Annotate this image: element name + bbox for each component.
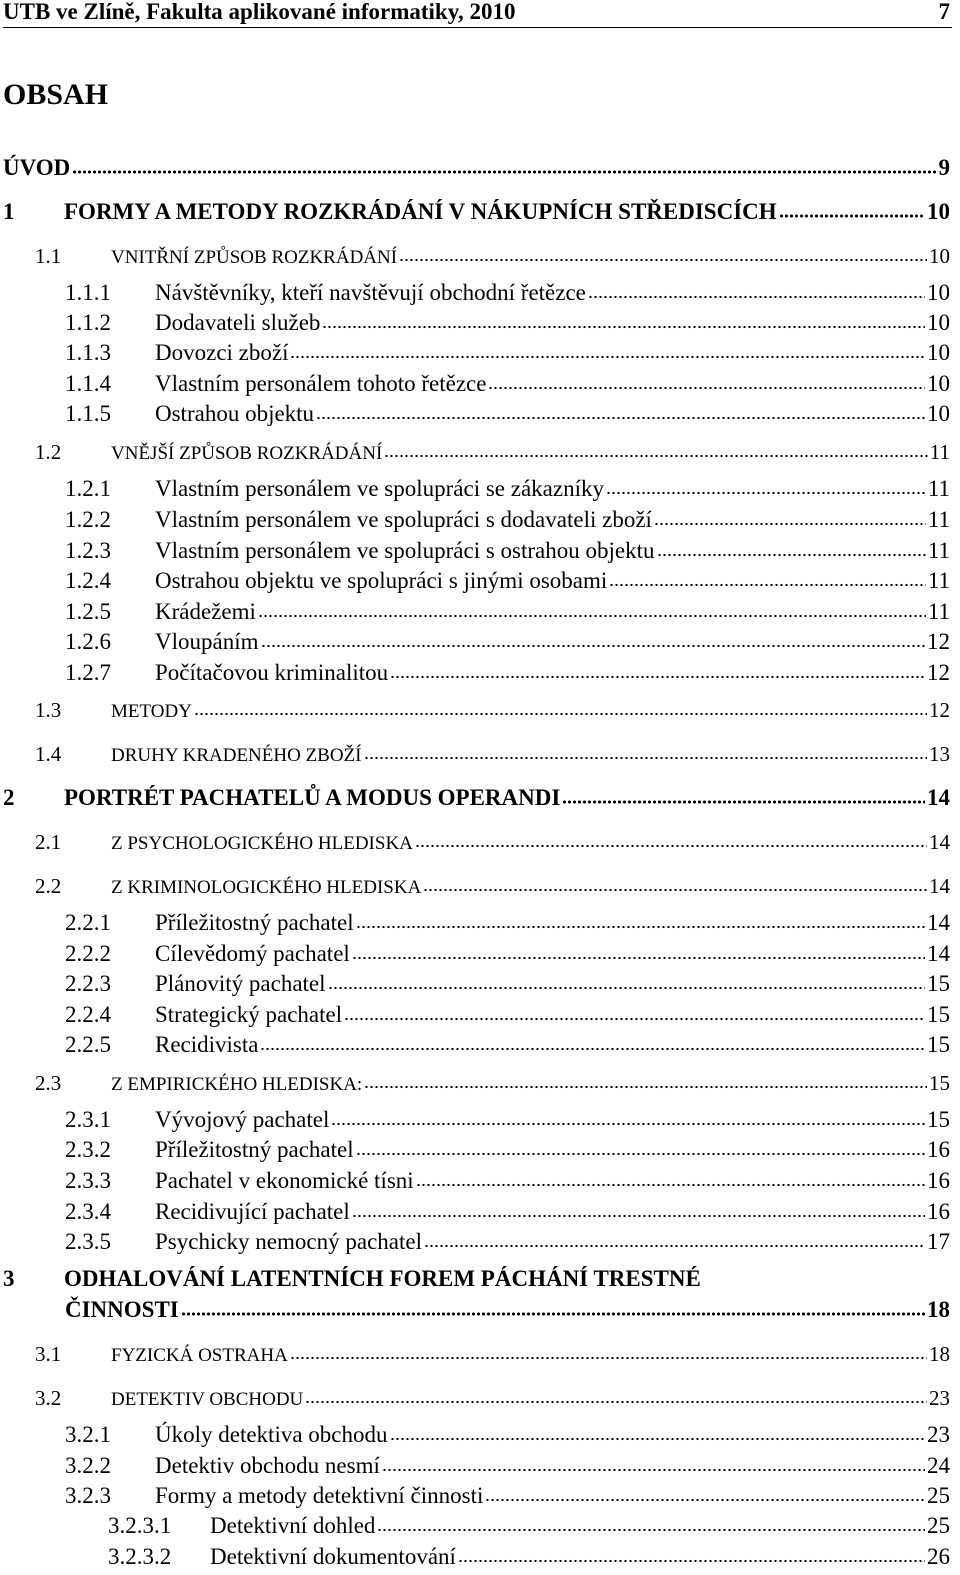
toc-entry-label: Z EMPIRICKÉHO HLEDISKA: bbox=[111, 1074, 363, 1095]
toc-entry-number: 1.1.5 bbox=[65, 401, 111, 426]
toc-entry-page: 25 bbox=[927, 1483, 950, 1508]
toc-entry-label: Vlastním personálem ve spolupráci s ostrahou objektu bbox=[155, 538, 655, 563]
dot-leader bbox=[657, 552, 926, 558]
toc-entry-page: 10 bbox=[927, 310, 950, 335]
toc-entry-3-2[interactable] bbox=[35, 1382, 950, 1414]
dot-leader bbox=[588, 294, 925, 300]
dot-leader bbox=[260, 1046, 925, 1052]
toc-entry-page: 17 bbox=[927, 1229, 950, 1254]
dot-leader bbox=[290, 1355, 927, 1361]
dot-leader bbox=[364, 755, 928, 761]
toc-entry-page: 26 bbox=[927, 1544, 950, 1569]
toc-entry-1-1-3[interactable] bbox=[65, 337, 950, 369]
toc-entry-page: 11 bbox=[929, 440, 950, 464]
dot-leader bbox=[485, 1497, 925, 1503]
dot-leader bbox=[606, 490, 926, 496]
toc-entry-number: 1.1.1 bbox=[65, 280, 111, 305]
toc-entry-3-2-2[interactable] bbox=[65, 1450, 950, 1482]
toc-entry-label: Vloupáním bbox=[155, 629, 259, 654]
toc-entry-label: Vlastním personálem tohoto řetězce bbox=[155, 371, 487, 396]
toc-entry-page: 18 bbox=[929, 1342, 950, 1366]
dot-leader bbox=[384, 453, 927, 459]
dot-leader bbox=[654, 521, 926, 527]
toc-entry-3-2-1[interactable] bbox=[65, 1419, 950, 1451]
toc-entry-number: 3.2 bbox=[35, 1386, 62, 1410]
toc-entry-page: 24 bbox=[927, 1453, 950, 1478]
dot-leader bbox=[364, 1084, 927, 1090]
toc-entry-label: Detektivní dohled bbox=[210, 1513, 376, 1538]
toc-entry-page: 11 bbox=[927, 599, 950, 624]
toc-entry-label: Formy a metody detektivní činnosti bbox=[155, 1483, 484, 1508]
dot-leader bbox=[399, 257, 927, 263]
toc-entry-1-2-5[interactable] bbox=[65, 596, 950, 628]
toc-entry-number: 3.2.2 bbox=[65, 1453, 111, 1478]
toc-entry-page: 23 bbox=[929, 1386, 950, 1410]
toc-entry-number: 1.1.4 bbox=[65, 371, 111, 396]
toc-entry-2[interactable] bbox=[3, 782, 950, 814]
dot-leader bbox=[415, 843, 927, 849]
dot-leader bbox=[261, 643, 926, 649]
toc-entry-number: 1 bbox=[3, 199, 15, 224]
toc-entry-number: 2.3.4 bbox=[65, 1199, 111, 1224]
toc-entry-page: 14 bbox=[927, 910, 950, 935]
toc-entry-page: 12 bbox=[927, 660, 950, 685]
toc-entry-page: 9 bbox=[938, 155, 950, 180]
toc-entry-vod[interactable] bbox=[3, 152, 950, 184]
toc-entry-label: VNITŘNÍ ZPŮSOB ROZKRÁDÁNÍ bbox=[111, 247, 398, 268]
toc-entry-number: 3.2.3.1 bbox=[108, 1513, 172, 1538]
toc-entry-label: METODY bbox=[111, 701, 192, 722]
toc-entry-label: Cílevědomý pachatel bbox=[155, 941, 350, 966]
toc-entry-number: 1.2.6 bbox=[65, 629, 111, 654]
dot-leader bbox=[609, 582, 926, 588]
toc-entry-1-1-1[interactable] bbox=[65, 277, 950, 309]
toc-entry-label: VNĚJŠÍ ZPŮSOB ROZKRÁDÁNÍ bbox=[111, 443, 383, 464]
dot-leader bbox=[423, 887, 927, 893]
toc-entry-number: 2.2.2 bbox=[65, 941, 111, 966]
toc-heading: OBSAH bbox=[3, 78, 109, 111]
toc-entry-number: 2.3.2 bbox=[65, 1137, 111, 1162]
toc-entry-number: 1.2.7 bbox=[65, 660, 111, 685]
dot-leader bbox=[328, 985, 925, 991]
dot-leader bbox=[181, 1311, 925, 1317]
toc-entry-page: 10 bbox=[927, 340, 950, 365]
toc-entry-3-continued[interactable] bbox=[65, 1294, 950, 1326]
toc-entry-page: 12 bbox=[929, 698, 950, 722]
toc-entry-2-3-1[interactable] bbox=[65, 1104, 950, 1136]
toc-entry-label: Návštěvníky, kteří navštěvují obchodní řetězce bbox=[155, 280, 586, 305]
dot-leader bbox=[316, 415, 925, 421]
toc-entry-number: 1.2.4 bbox=[65, 568, 111, 593]
toc-entry-3-2-3[interactable] bbox=[65, 1480, 950, 1512]
toc-entry-2-2-1[interactable] bbox=[65, 907, 950, 939]
toc-entry-page: 11 bbox=[927, 476, 950, 501]
toc-entry-page: 10 bbox=[927, 199, 950, 224]
toc-entry-2-2-5[interactable] bbox=[65, 1029, 950, 1061]
toc-entry-3-1[interactable] bbox=[35, 1338, 950, 1370]
toc-entry-label: Vlastním personálem ve spolupráci se zákazníky bbox=[155, 476, 604, 501]
dot-leader bbox=[290, 354, 925, 360]
toc-entry-number: 2.2.1 bbox=[65, 910, 111, 935]
toc-entry-page: 15 bbox=[929, 1071, 950, 1095]
toc-entry-label: Dovozci zboží bbox=[155, 340, 289, 365]
toc-entry-label: Z KRIMINOLOGICKÉHO HLEDISKA bbox=[111, 877, 422, 898]
toc-entry-page: 18 bbox=[927, 1297, 950, 1322]
toc-entry-label: DETEKTIV OBCHODU bbox=[111, 1389, 304, 1410]
dot-leader bbox=[424, 1243, 925, 1249]
dot-leader bbox=[194, 711, 927, 717]
toc-entry-number: 2.3.1 bbox=[65, 1107, 111, 1132]
dot-leader bbox=[344, 1016, 925, 1022]
dot-leader bbox=[352, 1213, 925, 1219]
toc-entry-1-2-6[interactable] bbox=[65, 626, 950, 658]
toc-entry-label: Dodavateli služeb bbox=[155, 310, 321, 335]
toc-entry-label: Plánovitý pachatel bbox=[155, 971, 326, 996]
dot-leader bbox=[322, 324, 925, 330]
toc-entry-2-3-3[interactable] bbox=[65, 1165, 950, 1197]
toc-entry-number: 2.2.3 bbox=[65, 971, 111, 996]
toc-entry-page: 15 bbox=[927, 1107, 950, 1132]
toc-entry-page: 10 bbox=[927, 280, 950, 305]
toc-entry-number: 1.1.2 bbox=[65, 310, 111, 335]
toc-entry-1-3[interactable] bbox=[35, 694, 950, 726]
dot-leader bbox=[458, 1558, 925, 1564]
toc-entry-page: 11 bbox=[927, 538, 950, 563]
toc-entry-number: 1.3 bbox=[35, 698, 62, 722]
dot-leader bbox=[562, 799, 925, 805]
header-page-number: 7 bbox=[938, 0, 950, 24]
toc-entry-label: Úkoly detektiva obchodu bbox=[155, 1422, 388, 1447]
toc-entry-number: 1.2.2 bbox=[65, 507, 111, 532]
toc-entry-label: Ostrahou objektu ve spolupráci s jinými osobami bbox=[155, 568, 608, 593]
toc-entry-3-2-3-2[interactable] bbox=[108, 1541, 950, 1573]
dot-leader bbox=[382, 1467, 925, 1473]
toc-entry-number: 2.3.5 bbox=[65, 1229, 111, 1254]
toc-entry-number: 2.3.3 bbox=[65, 1168, 111, 1193]
toc-entry-page: 15 bbox=[927, 1002, 950, 1027]
toc-entry-label: Detektiv obchodu nesmí bbox=[155, 1453, 380, 1478]
dot-leader bbox=[390, 674, 925, 680]
toc-entry-number: 3.2.3.2 bbox=[108, 1544, 172, 1569]
toc-entry-page: 11 bbox=[927, 568, 950, 593]
toc-entry-page: 12 bbox=[927, 629, 950, 654]
toc-entry-number: 2.2.5 bbox=[65, 1032, 111, 1057]
toc-entry-number: 3 bbox=[3, 1266, 15, 1291]
toc-entry-number: 1.2.1 bbox=[65, 476, 111, 501]
toc-entry-2-3-5[interactable] bbox=[65, 1226, 950, 1258]
dot-leader bbox=[72, 169, 936, 175]
toc-entry-number: 3.1 bbox=[35, 1342, 62, 1366]
dot-leader bbox=[352, 955, 925, 961]
dot-leader bbox=[356, 924, 925, 930]
toc-entry-page: 15 bbox=[927, 971, 950, 996]
toc-entry-1-1-4[interactable] bbox=[65, 368, 950, 400]
toc-entry-number: ÚVOD bbox=[3, 155, 71, 180]
toc-entry-page: 23 bbox=[927, 1422, 950, 1447]
toc-entry-page: 14 bbox=[927, 785, 950, 810]
toc-entry-1-2[interactable] bbox=[35, 436, 950, 468]
toc-entry-number: 1.2.5 bbox=[65, 599, 111, 624]
toc-entry-label: Krádežemi bbox=[155, 599, 256, 624]
toc-entry-page: 10 bbox=[927, 371, 950, 396]
toc-entry-2-2-4[interactable] bbox=[65, 999, 950, 1031]
toc-entry-label: Z PSYCHOLOGICKÉHO HLEDISKA bbox=[111, 833, 413, 854]
toc-entry-page: 14 bbox=[929, 830, 950, 854]
toc-entry-label: Psychicky nemocný pachatel bbox=[155, 1229, 422, 1254]
toc-entry-3-2-3-1[interactable] bbox=[108, 1510, 950, 1542]
toc-entry-2-3-2[interactable] bbox=[65, 1134, 950, 1166]
toc-entry-number: 2 bbox=[3, 785, 15, 810]
header-title: UTB ve Zlíně, Fakulta aplikované informatiky, 2010 bbox=[3, 0, 516, 24]
toc-entry-1-2-2[interactable] bbox=[65, 504, 950, 536]
toc-entry-label: ODHALOVÁNÍ LATENTNÍCH FOREM PÁCHÁNÍ TRESTNÉ bbox=[64, 1266, 701, 1291]
toc-entry-number: 2.2 bbox=[35, 874, 62, 898]
toc-entry-2-2[interactable] bbox=[35, 870, 950, 902]
toc-entry-label: FORMY A METODY ROZKRÁDÁNÍ V NÁKUPNÍCH STŘEDISCÍCH bbox=[64, 199, 777, 224]
toc-entry-1-1-5[interactable] bbox=[65, 398, 950, 430]
toc-entry-number: 2.2.4 bbox=[65, 1002, 111, 1027]
toc-entry-1-1-2[interactable] bbox=[65, 307, 950, 339]
toc-entry-2-3-4[interactable] bbox=[65, 1196, 950, 1228]
page-header bbox=[3, 0, 952, 28]
toc-entry-label: Detektivní dokumentování bbox=[210, 1544, 456, 1569]
toc-entry-2-3[interactable] bbox=[35, 1067, 950, 1099]
toc-entry-label: PORTRÉT PACHATELŮ A MODUS OPERANDI bbox=[64, 785, 561, 810]
toc-entry-label: Počítačovou kriminalitou bbox=[155, 660, 389, 685]
toc-entry-2-1[interactable] bbox=[35, 826, 950, 858]
toc-entry-label: Vlastním personálem ve spolupráci s dodavateli zboží bbox=[155, 507, 652, 532]
toc-entry-label: Recidivista bbox=[155, 1032, 259, 1057]
toc-entry-1-2-3[interactable] bbox=[65, 535, 950, 567]
toc-entry-label: Příležitostný pachatel bbox=[155, 1137, 354, 1162]
toc-entry-page: 14 bbox=[927, 941, 950, 966]
toc-entry-number: 2.3 bbox=[35, 1071, 62, 1095]
toc-entry-2-2-2[interactable] bbox=[65, 938, 950, 970]
dot-leader bbox=[356, 1151, 925, 1157]
dot-leader bbox=[779, 213, 925, 219]
toc-entry-number: 1.2.3 bbox=[65, 538, 111, 563]
toc-entry-label: Vývojový pachatel bbox=[155, 1107, 330, 1132]
toc-entry-label: FYZICKÁ OSTRAHA bbox=[111, 1345, 288, 1366]
toc-entry-page: 10 bbox=[929, 244, 950, 268]
toc-entry-1-2-1[interactable] bbox=[65, 473, 950, 505]
toc-entry-1[interactable] bbox=[3, 196, 950, 228]
toc-entry-label: DRUHY KRADENÉHO ZBOŽÍ bbox=[111, 745, 362, 766]
toc-entry-number: 3.2.3 bbox=[65, 1483, 111, 1508]
toc-entry-number: 1.1 bbox=[35, 244, 62, 268]
toc-entry-page: 13 bbox=[929, 742, 950, 766]
toc-entry-1-2-4[interactable] bbox=[65, 565, 950, 597]
dot-leader bbox=[258, 613, 926, 619]
dot-leader bbox=[377, 1527, 925, 1533]
toc-entry-number: 2.1 bbox=[35, 830, 62, 854]
dot-leader bbox=[305, 1399, 927, 1405]
toc-entry-label: Recidivující pachatel bbox=[155, 1199, 350, 1224]
toc-entry-page: 10 bbox=[927, 401, 950, 426]
toc-entry-number: 1.4 bbox=[35, 742, 62, 766]
toc-entry-number: 1.1.3 bbox=[65, 340, 111, 365]
toc-entry-page: 11 bbox=[927, 507, 950, 532]
toc-entry-page: 15 bbox=[927, 1032, 950, 1057]
toc-entry-1-4[interactable] bbox=[35, 738, 950, 770]
toc-entry-label: Příležitostný pachatel bbox=[155, 910, 354, 935]
toc-entry-label: Strategický pachatel bbox=[155, 1002, 343, 1027]
dot-leader bbox=[390, 1436, 925, 1442]
dot-leader bbox=[416, 1182, 925, 1188]
toc-entry-page: 16 bbox=[927, 1168, 950, 1193]
toc-entry-page: 25 bbox=[927, 1513, 950, 1538]
dot-leader bbox=[488, 385, 925, 391]
toc-entry-1-1[interactable] bbox=[35, 240, 950, 272]
toc-entry-2-2-3[interactable] bbox=[65, 968, 950, 1000]
toc-entry-label: Pachatel v ekonomické tísni bbox=[155, 1168, 414, 1193]
toc-entry-number: 3.2.1 bbox=[65, 1422, 111, 1447]
toc-entry-label: Ostrahou objektu bbox=[155, 401, 315, 426]
dot-leader bbox=[331, 1121, 925, 1127]
toc-entry-label: ČINNOSTI bbox=[65, 1297, 179, 1322]
toc-entry-page: 14 bbox=[929, 874, 950, 898]
toc-entry-number: 1.2 bbox=[35, 440, 62, 464]
toc-entry-page: 16 bbox=[927, 1137, 950, 1162]
toc-entry-page: 16 bbox=[927, 1199, 950, 1224]
toc-entry-1-2-7[interactable] bbox=[65, 657, 950, 689]
